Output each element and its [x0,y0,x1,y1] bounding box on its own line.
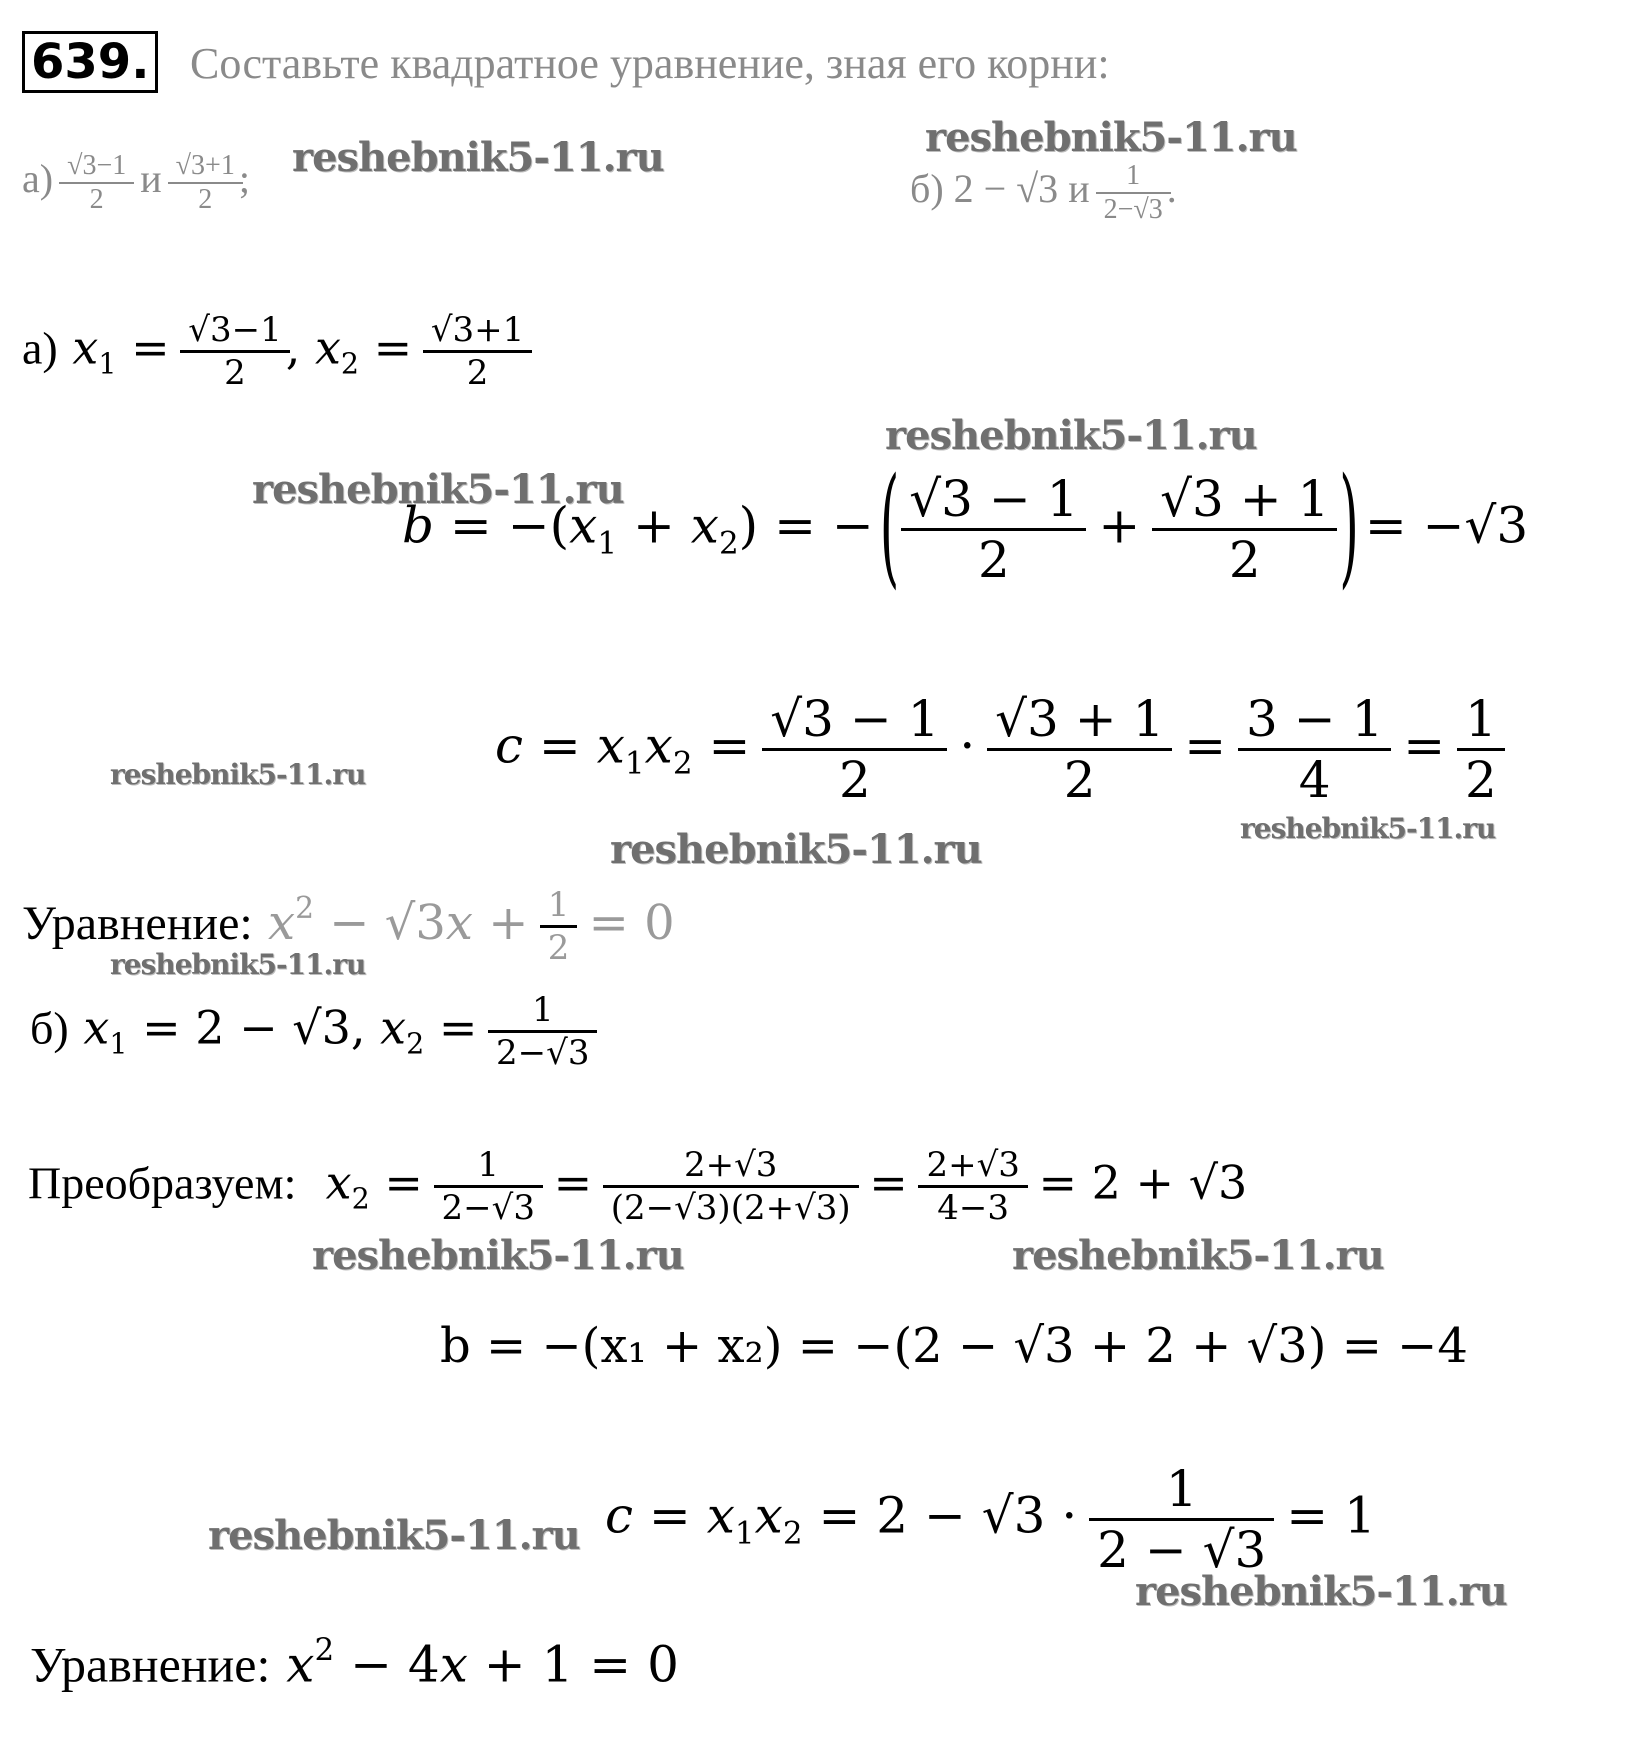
solution-b-roots: б) $x_1 = 2 - √3$, $x_2$ = $\frac{1}{2-√3}$ [30,990,593,1073]
solution-b-equation: Уравнение: $x^2 - 4x + 1 = 0$ [30,1632,679,1694]
solution-a-b-line: $b = -(x_1 + x_2)$ = − ( $\frac{√3 - 1}{2}$ + $\frac{√3 + 1}{2}$ ) = −√3 [402,450,1529,601]
solution-b-c-result: = 1 [1286,1486,1376,1545]
watermark: reshebnik5-11.ru [208,1512,580,1559]
solution-a-label: а) [22,322,58,374]
solution-b-x2-result: = 2 + √3 [1038,1155,1248,1210]
solution-b-transform: Преобразуем: $x_2$ = $\frac{1}{2-√3}$ = $\frac{2+√3}{(2-√3)(2+√3)}$ = $\frac{2+√3}{4-3}$ = 2 + √3 [28,1145,1248,1228]
solution-a-equation-label: Уравнение: [22,897,253,950]
problem-statement: Составьте квадратное уравнение, зная его корни: [190,39,1110,88]
solution-b-b-line: b = −(x₁ + x₂) = −(2 − √3 + 2 + √3) = −4 [440,1318,1468,1374]
given-a-root1: $\frac{√3-1}{2}$ [63,150,130,216]
solution-b-label: б) [30,1002,69,1054]
watermark: reshebnik5-11.ru [292,134,664,181]
solution-b-c-line: $c = x_1x_2 = 2 - √3$ · $\frac{1}{2 - √3}$ = 1 [605,1460,1376,1579]
watermark: reshebnik5-11.ru [110,948,366,981]
solution-a-equation: Уравнение: $x^2 - √3x$ + $\frac{1}{2}$ = 0 [22,885,675,968]
watermark: reshebnik5-11.ru [885,412,1257,459]
given-b-label: б) [910,166,944,212]
given-period: . [1166,166,1177,212]
watermark: reshebnik5-11.ru [1240,812,1496,845]
solution-a-b-result: = −√3 [1364,496,1529,555]
watermark: reshebnik5-11.ru [312,1232,684,1279]
given-a-root2: $\frac{√3+1}{2}$ [172,150,239,216]
given-a-label: а) [22,156,54,202]
watermark: reshebnik5-11.ru [252,466,624,513]
solution-a-roots: а) $x_1$ = $\frac{√3-1}{2}$ , $x_2$ = $\frac{√3+1}{2}$ [22,310,528,393]
given-b-root1: 2 − √3 [953,166,1059,212]
watermark: reshebnik5-11.ru [1012,1232,1384,1279]
problem-number-box [22,34,158,90]
solution-a-c-den: 4 [1238,748,1391,809]
watermark: reshebnik5-11.ru [610,826,982,873]
solution-b-equation-label: Уравнение: [30,1636,271,1693]
solution-b-transform-label: Преобразуем: [28,1157,297,1209]
given-and-1: и [140,156,162,202]
given-b [910,160,1177,226]
problem-number: 639. [22,31,158,93]
solution-a-c-line: $c = x_1x_2$ = $\frac{√3 - 1}{2}$ · $\frac{√3 + 1}{2}$ = $\frac{3 - 1}{4}$ = $\frac{1}{2}$ [495,690,1501,809]
watermark: reshebnik5-11.ru [110,758,366,791]
watermark: reshebnik5-11.ru [925,114,1297,161]
given-a [22,150,250,216]
solution-a-c-mid: 3 − 1 [1245,690,1384,748]
given-b-root2: $\frac{1}{2-√3}$ [1100,160,1167,226]
watermark: reshebnik5-11.ru [1135,1568,1507,1615]
given-semicolon: ; [238,156,250,202]
given-and-2: и [1068,166,1090,212]
